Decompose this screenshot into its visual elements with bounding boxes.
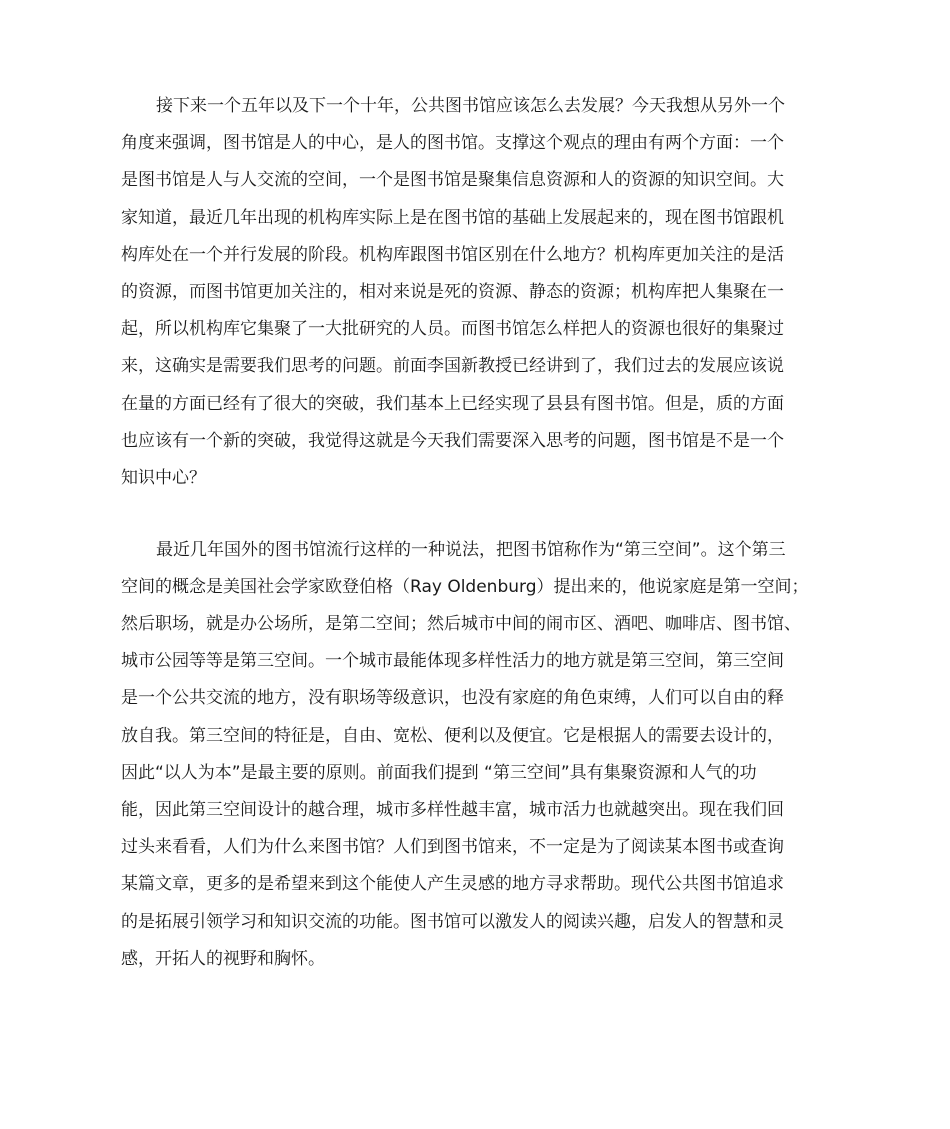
paragraph-2-line-8: 能，因此第三空间设计的越合理，城市多样性越丰富，城市活力也就越突出。现在我们回 [121, 800, 784, 820]
paragraph-1-line-3: 是图书馆是人与人交流的空间，一个是图书馆是聚集信息资源和人的资源的知识空间。大 [121, 170, 784, 190]
paragraph-1-line-4: 家知道，最近几年出现的机构库实际上是在图书馆的基础上发展起来的，现在图书馆跟机 [121, 208, 784, 228]
paragraph-2-line-3: 然后职场，就是办公场所，是第二空间；然后城市中间的闹市区、酒吧、咖啡店、图书馆、 [121, 614, 801, 634]
paragraph-2-line-7: 因此“以人为本”是最主要的原则。前面我们提到 “第三空间”具有集聚资源和人气的功 [121, 763, 757, 783]
paragraph-2-line-11: 的是拓展引领学习和知识交流的功能。图书馆可以激发人的阅读兴趣，启发人的智慧和灵 [121, 912, 784, 932]
paragraph-1-line-1: 接下来一个五年以及下一个十年，公共图书馆应该怎么去发展？今天我想从另外一个 [156, 96, 785, 116]
paragraph-1-line-11: 知识中心？ [121, 468, 206, 488]
paragraph-1-line-8: 来，这确实是需要我们思考的问题。前面李国新教授已经讲到了，我们过去的发展应该说 [121, 356, 784, 376]
paragraph-2-line-6: 放自我。第三空间的特征是，自由、宽松、便利以及便宜。它是根据人的需要去设计的， [121, 726, 784, 746]
paragraph-2-line-4: 城市公园等等是第三空间。一个城市最能体现多样性活力的地方就是第三空间，第三空间 [121, 651, 784, 671]
paragraph-1-line-10: 也应该有一个新的突破，我觉得这就是今天我们需要深入思考的问题，图书馆是不是一个 [121, 431, 784, 451]
paragraph-1-line-7: 起，所以机构库它集聚了一大批研究的人员。而图书馆怎么样把人的资源也很好的集聚过 [121, 319, 784, 339]
paragraph-2-line-9: 过头来看看，人们为什么来图书馆？人们到图书馆来，不一定是为了阅读某本图书或查询 [121, 837, 784, 857]
paragraph-2-line-5: 是一个公共交流的地方，没有职场等级意识，也没有家庭的角色束缚，人们可以自由的释 [121, 688, 784, 708]
paragraph-1-line-2: 角度来强调，图书馆是人的中心，是人的图书馆。支撑这个观点的理由有两个方面：一个 [121, 133, 784, 153]
paragraph-2-line-10: 某篇文章，更多的是希望来到这个能使人产生灵感的地方寻求帮助。现代公共图书馆追求 [121, 874, 784, 894]
paragraph-2-line-12: 感，开拓人的视野和胸怀。 [121, 949, 325, 969]
paragraph-1-line-9: 在量的方面已经有了很大的突破，我们基本上已经实现了县县有图书馆。但是，质的方面 [121, 394, 784, 414]
paragraph-2-line-2: 空间的概念是美国社会学家欧登伯格（Ray Oldenburg）提出来的，他说家庭是第一空间； [121, 577, 809, 597]
paragraph-1-line-5: 构库处在一个并行发展的阶段。机构库跟图书馆区别在什么地方？机构库更加关注的是活 [121, 245, 784, 265]
paragraph-1-line-6: 的资源，而图书馆更加关注的，相对来说是死的资源、静态的资源；机构库把人集聚在一 [121, 282, 784, 302]
paragraph-2-line-1: 最近几年国外的图书馆流行这样的一种说法，把图书馆称作为“第三空间”。这个第三 [156, 540, 786, 560]
